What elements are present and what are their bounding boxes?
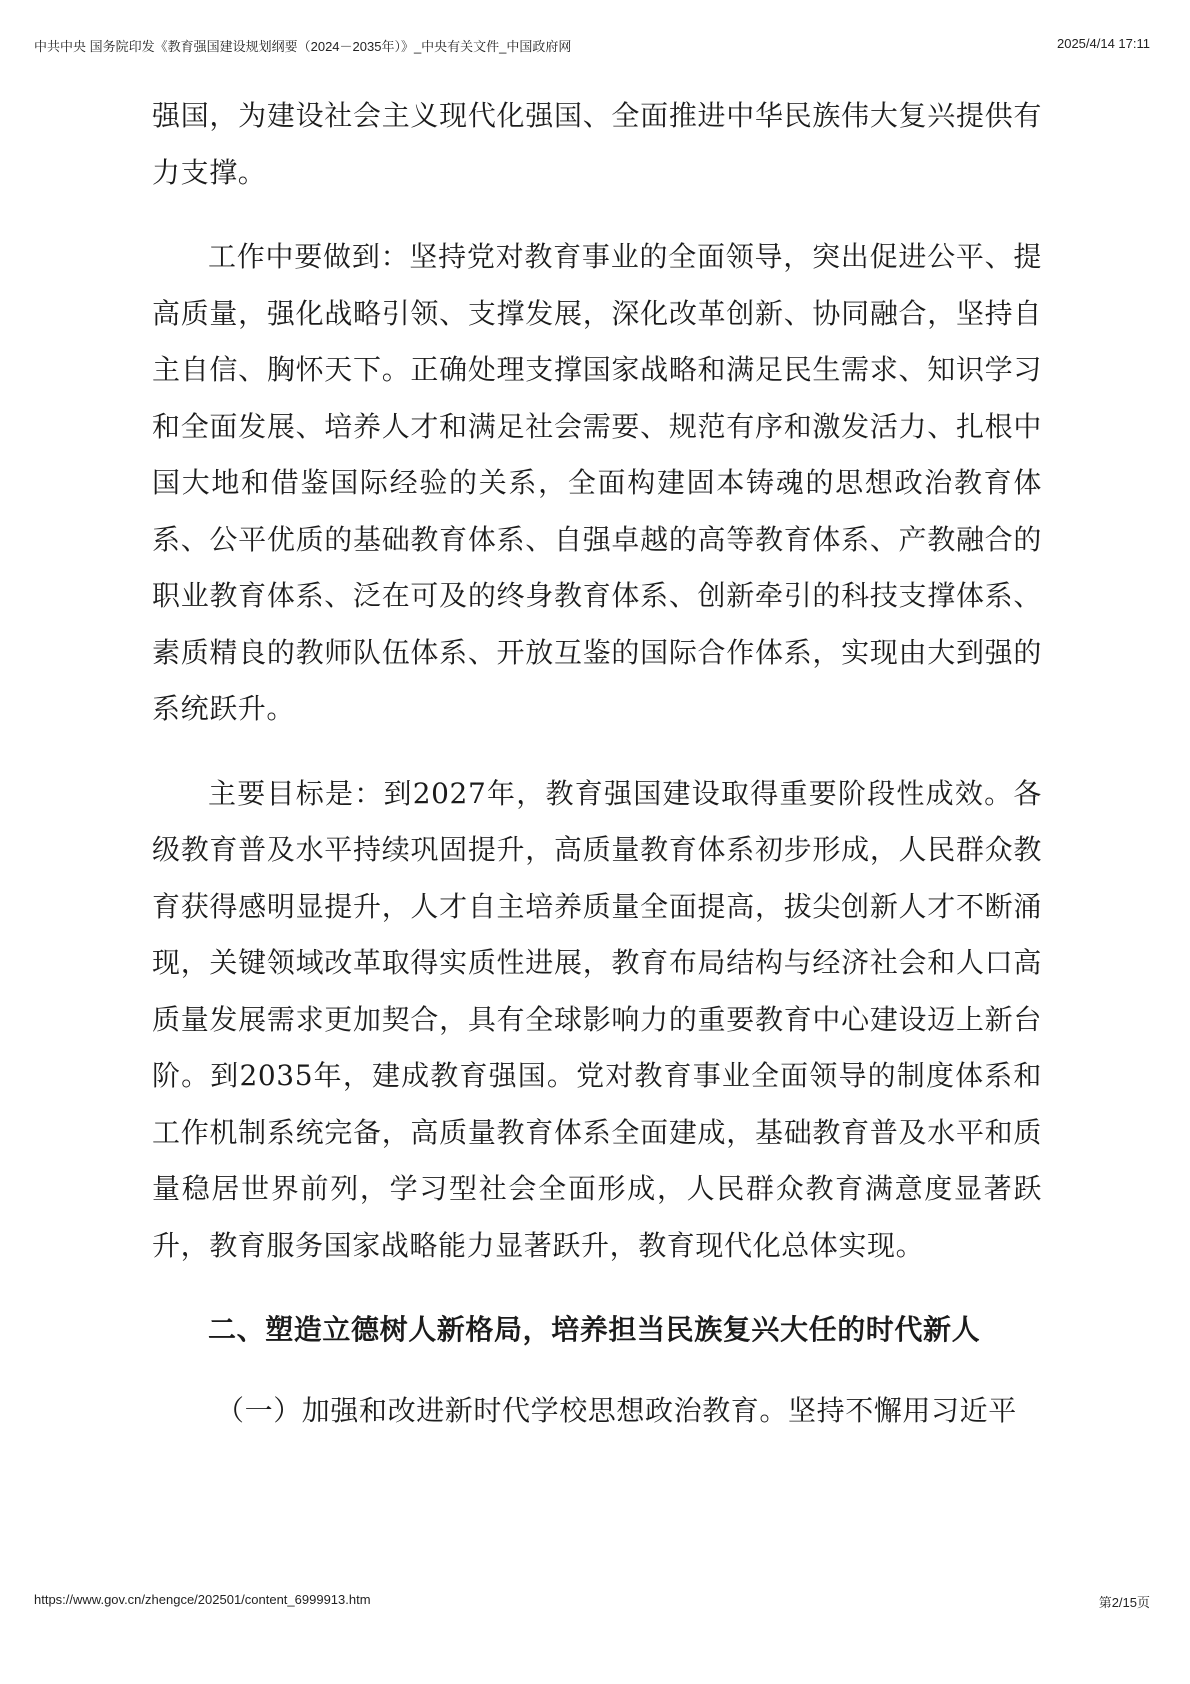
paragraph-subsection-start: （一）加强和改进新时代学校思想政治教育。坚持不懈用习近平 xyxy=(216,1393,1017,1427)
section-heading: 二、塑造立德树人新格局，培养担当民族复兴大任的时代新人 xyxy=(208,1313,981,1346)
page-number: 第2/15页 xyxy=(1098,1595,1150,1610)
article-body xyxy=(152,88,1042,1467)
paragraph-work-requirements: 工作中要做到：坚持党对教育事业的全面领导，突出促进公平、提高质量，强化战略引领、支撑发展，深化改革创新、协同融合，坚持自主自信、胸怀天下。正确处理支撑国家战略和满足民生需求、知识学习和全面发展、培养人才和满足社会需要、规范有序和激发活力、扎根中国大地和借鉴国际经验的关系，全面构建固本铸魂的思想政治教育体系、公平优质的基础教育体系、自强卓越的高等教育体系、产教融合的职业教育体系、泛在可及的终身教育体系、创新牵引的科技支撑体系、素质精良的教师队伍体系、开放互鉴的国际合作体系，实现由大到强的系统跃升。 xyxy=(152,240,1042,725)
print-header xyxy=(34,36,1150,56)
print-footer xyxy=(34,1592,1150,1612)
document-title: 中共中央 国务院印发《教育强国建设规划纲要（2024－2035年）》_中央有关文件_中国政府网 xyxy=(34,39,572,54)
paragraph-continuation: 强国，为建设社会主义现代化强国、全面推进中华民族伟大复兴提供有力支撑。 xyxy=(152,99,1042,189)
paragraph-main-goals: 主要目标是：到2027年，教育强国建设取得重要阶段性成效。各级教育普及水平持续巩固提升，高质量教育体系初步形成，人民群众教育获得感明显提升，人才自主培养质量全面提高，拔尖创新人才不断涌现，关键领域改革取得实质性进展，教育布局结构与经济社会和人口高质量发展需求更加契合，具有全球影响力的重要教育中心建设迈上新台阶。到2035年，建成教育强国。党对教育事业全面领导的制度体系和工作机制系统完备，高质量教育体系全面建成，基础教育普及水平和质量稳居世界前列，学习型社会全面形成，人民群众教育满意度显著跃升，教育服务国家战略能力显著跃升，教育现代化总体实现。 xyxy=(152,776,1042,1262)
page-url: https://www.gov.cn/zhengce/202501/content_6999913.htm xyxy=(34,1592,371,1607)
print-datetime: 2025/4/14 17:11 xyxy=(1056,36,1150,51)
